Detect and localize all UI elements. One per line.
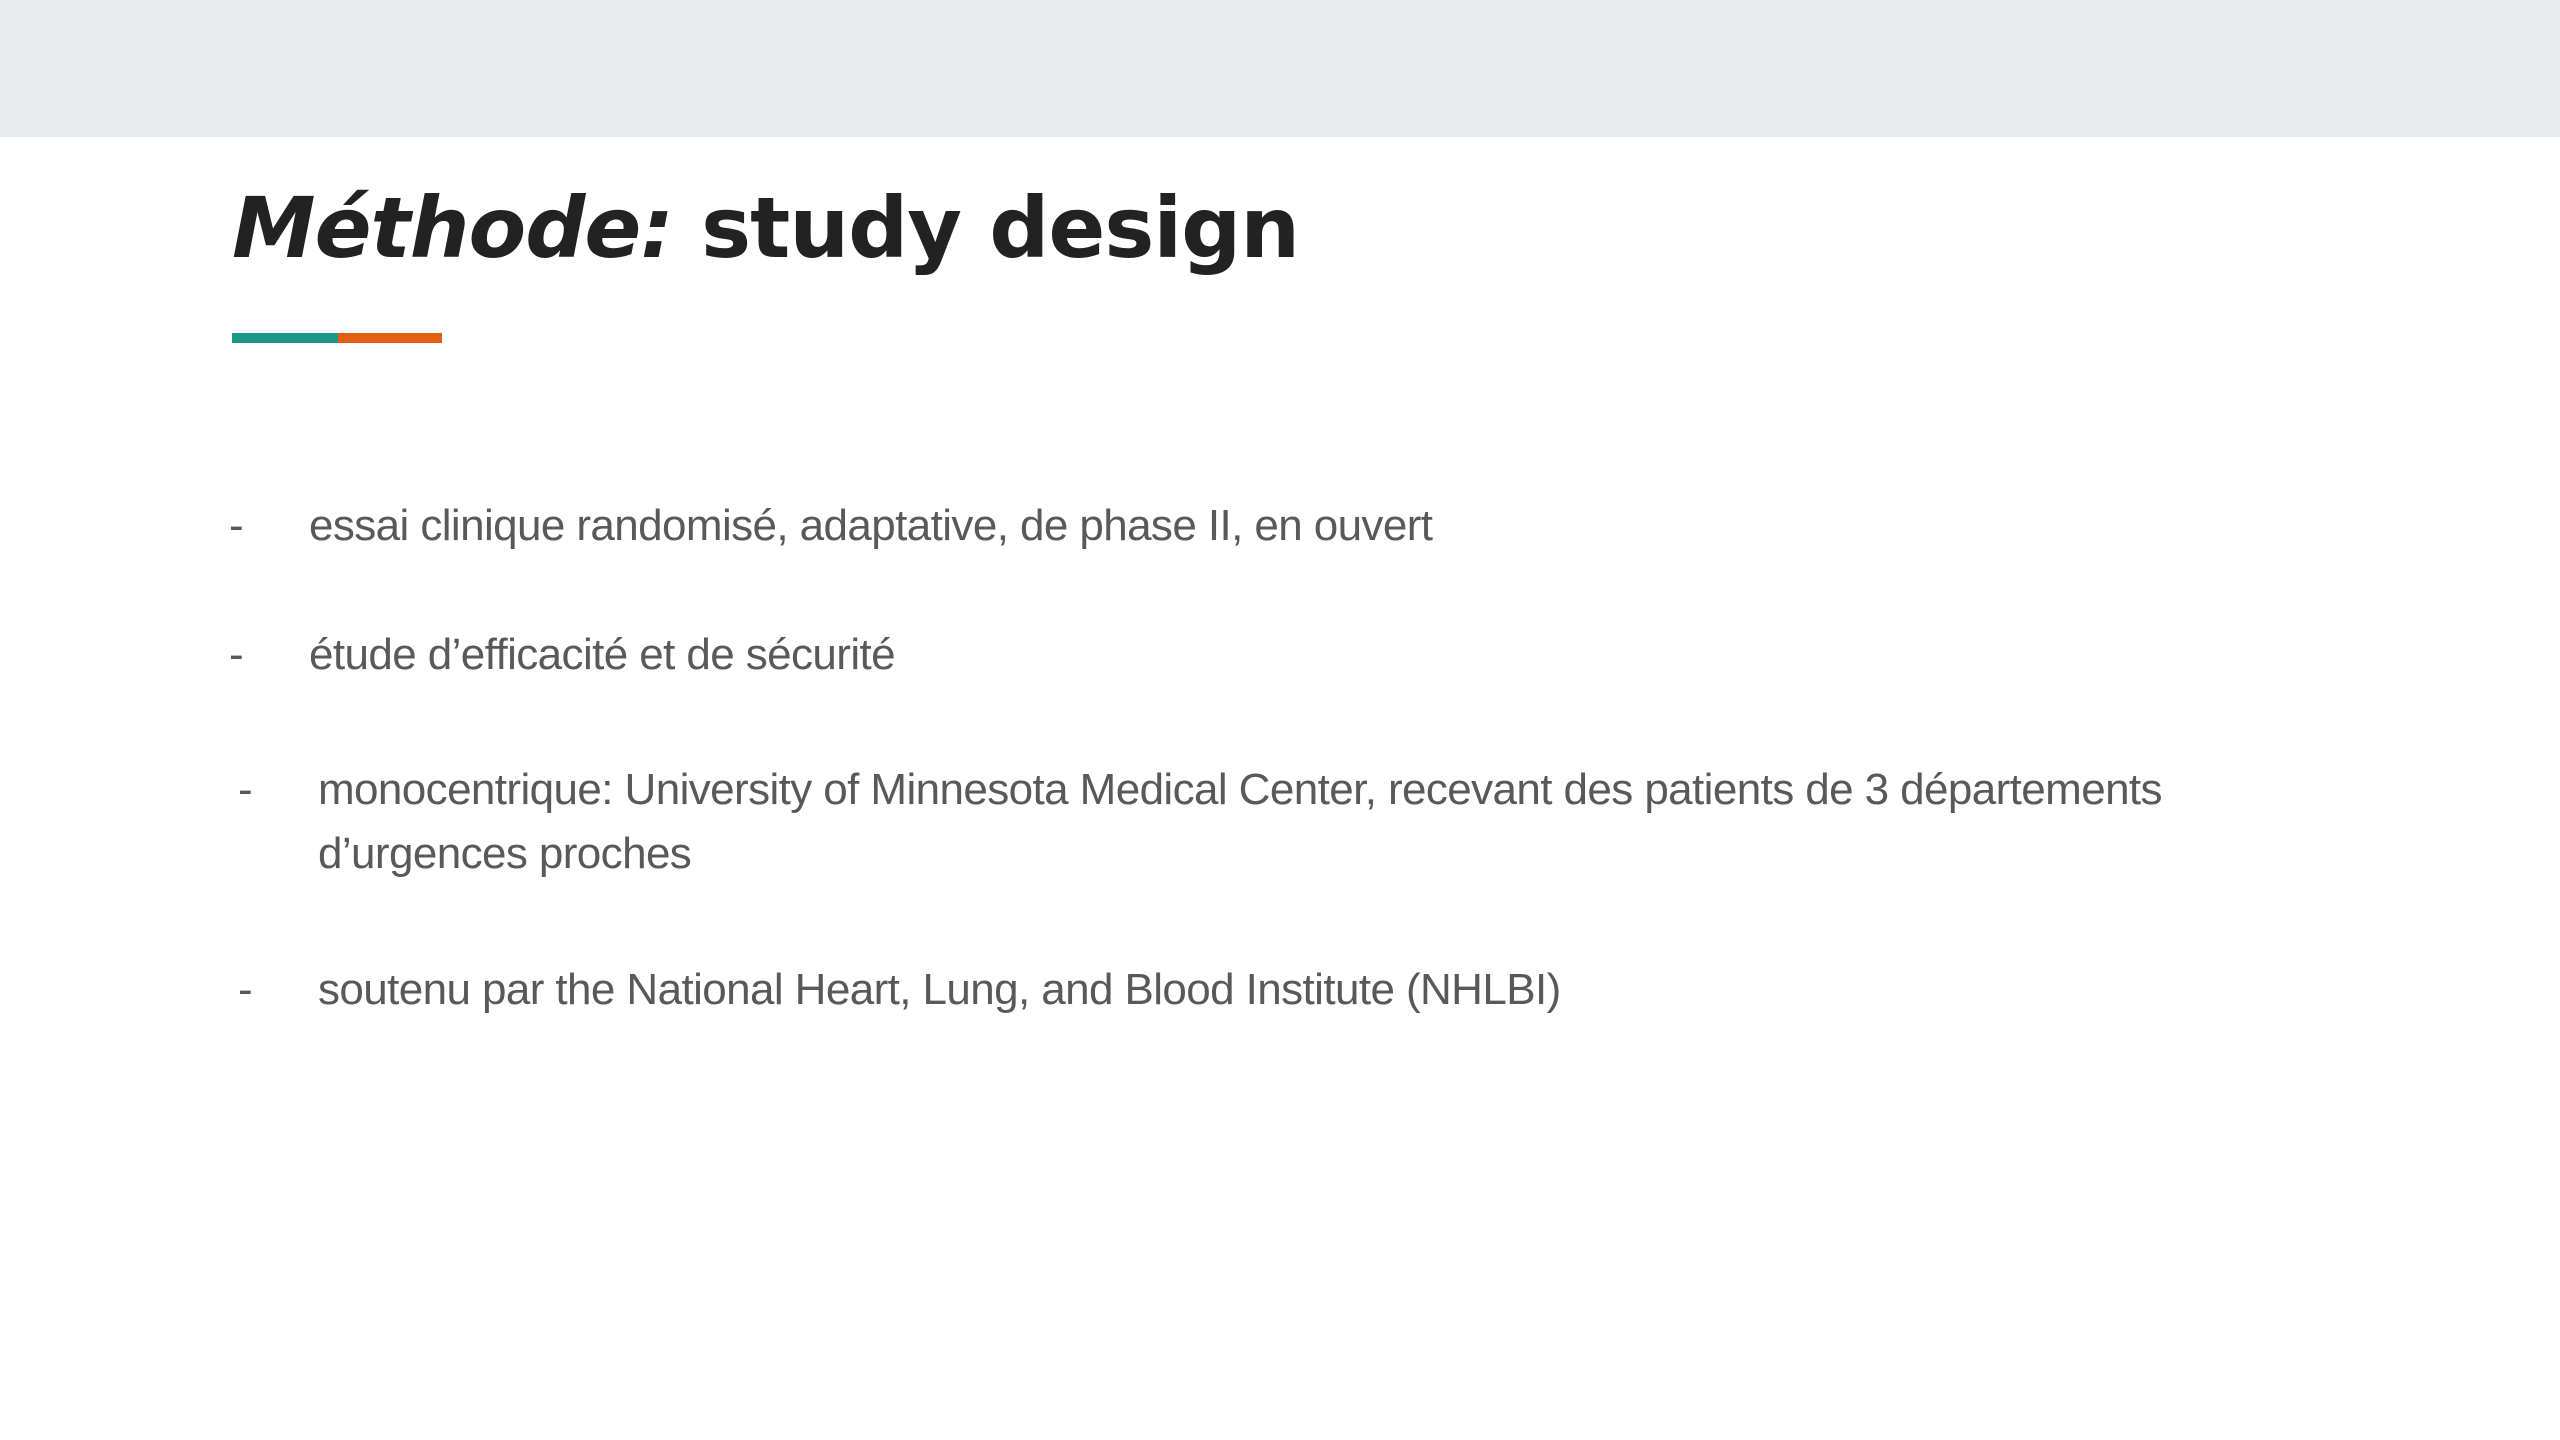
bullet-marker: - — [229, 501, 244, 550]
accent-bar-orange — [338, 333, 442, 343]
bullet-text-line-2: d’urgences proches — [318, 829, 692, 878]
bullet-marker: - — [238, 965, 253, 1014]
bullet-text: essai clinique randomisé, adaptative, de phase II, en ouvert — [309, 501, 1433, 550]
bullet-text: étude d’efficacité et de sécurité — [309, 630, 895, 679]
bullet-text: soutenu par the National Heart, Lung, and Blood Institute (NHLBI) — [318, 965, 1561, 1014]
slide-title-emphasis: Méthode: — [232, 179, 673, 277]
bullet-text-line-1: monocentrique: University of Minnesota Medical Center, recevant des patients de 3 départements — [318, 765, 2162, 814]
top-band — [0, 0, 2560, 137]
slide-title-rest: study design — [672, 179, 1300, 277]
bullet-marker: - — [238, 765, 253, 814]
bullet-marker: - — [229, 630, 244, 679]
slide-title — [232, 168, 1299, 288]
accent-bar-teal — [232, 333, 338, 343]
